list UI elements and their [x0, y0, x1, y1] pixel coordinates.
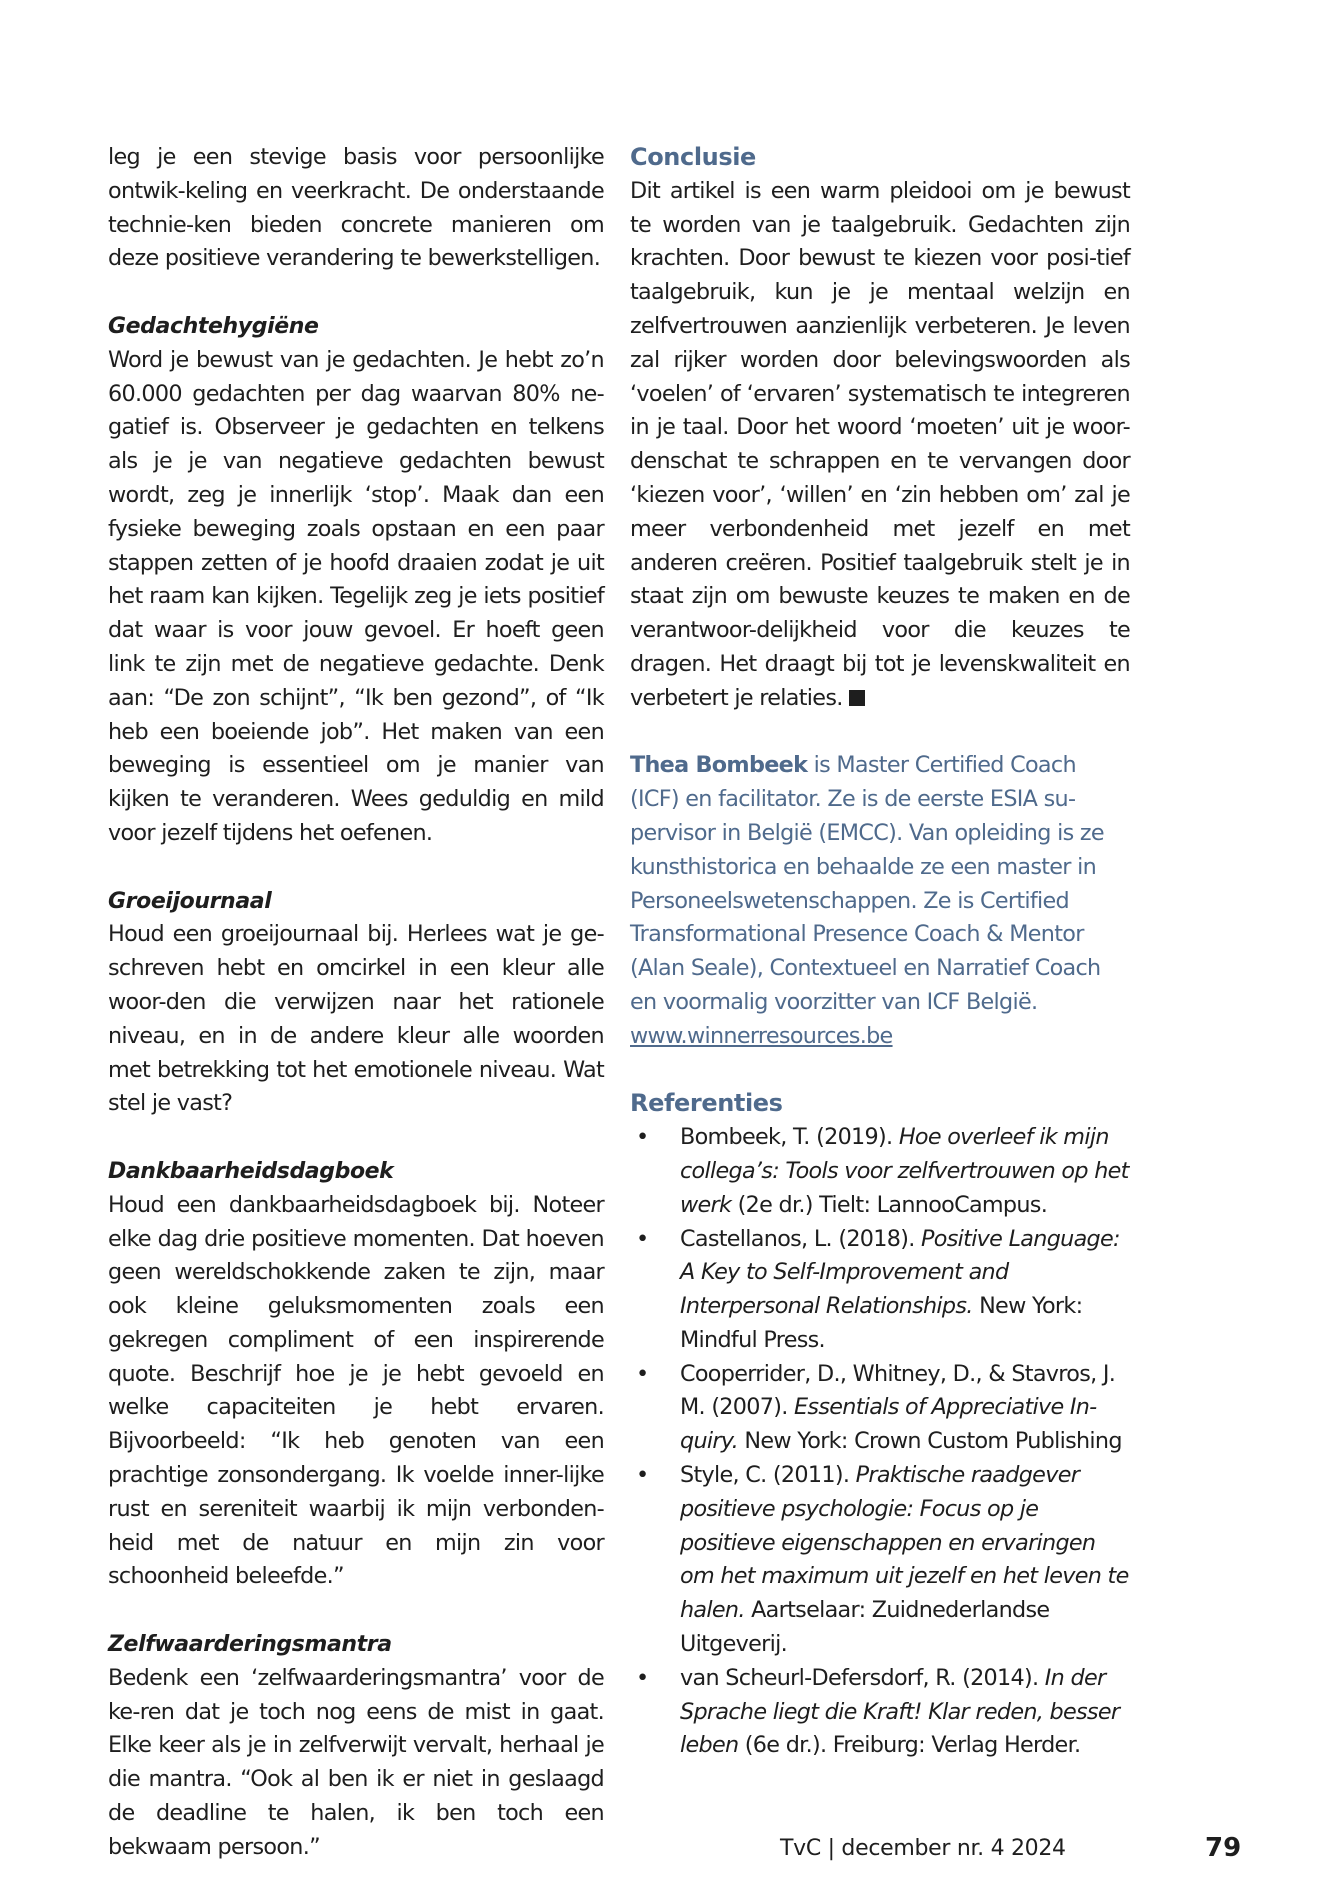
right-column	[630, 141, 1130, 1763]
reference-author: Bombeek, T. (2019).	[680, 1124, 899, 1151]
author-website-link[interactable]: www.winnerresources.be	[630, 1022, 893, 1049]
reference-item	[630, 1662, 1130, 1763]
author-name: Thea Bombeek	[630, 752, 808, 779]
reference-publisher: New York: Crown Custom Publishing	[738, 1428, 1122, 1455]
reference-item	[630, 1459, 1130, 1662]
reference-title: Positive Language: A Key to Self-Improvement and Interpersonal Relationships.	[680, 1225, 1120, 1320]
footer-issue-info: TvC | december nr. 4 2024	[780, 1836, 1066, 1861]
author-bio	[630, 749, 1130, 1053]
intro-paragraph: leg je een stevige basis voor persoonlijke ontwik-keling en veerkracht. De onderstaande technie-ken bieden concrete manieren om deze positieve verandering te bewerkstelligen.	[108, 144, 604, 272]
section-body-zelfwaarderingsmantra: Bedenk een ‘zelfwaarderingsmantra’ voor de ke-ren dat je toch nog eens de mist in gaat. Elke keer als je in zelfverwijt vervalt, herhaal je die mantra. “Ook al ben ik er niet in geslaagd de deadline te halen, ik ben toch een bekwaam persoon.”	[108, 1664, 604, 1860]
reference-publisher: (6e dr.). Freiburg: Verlag Herder.	[738, 1732, 1081, 1759]
page-number: 79	[1205, 1833, 1242, 1863]
reference-title: Hoe overleef ik mijn collega’s: Tools voor zelfvertrouwen op het werk	[680, 1124, 1129, 1218]
reference-item	[630, 1358, 1130, 1459]
reference-publisher: Aartselaar: Zuidnederlandse Uitgeverij.	[680, 1597, 1050, 1658]
references-list	[630, 1121, 1130, 1763]
bullet-icon: •	[636, 1360, 649, 1387]
reference-author: Castellanos, L. (2018).	[680, 1225, 922, 1252]
left-column	[108, 141, 604, 1865]
reference-publisher: (2e dr.) Tielt: LannooCampus.	[731, 1191, 1048, 1218]
bullet-icon: •	[636, 1124, 649, 1151]
section-heading-groeijournaal: Groeijournaal	[108, 888, 272, 914]
conclusion-paragraph	[630, 175, 1130, 716]
author-bio-text: is Master Certified Coach (ICF) en facilitator. Ze is de eerste ESIA su-pervisor in België (EMCC). Van opleiding is ze kunsthistorica en behaalde ze een master in Personeelswetenschappen. Ze is Certified Transformational Presence Coach & Mentor (Alan Seale), Contextueel en Narratief Coach en voormalig voorzitter van ICF België.	[630, 752, 1104, 1015]
references-heading: Referenties	[630, 1089, 783, 1118]
reference-author: van Scheurl-Defersdorf, R. (2014).	[680, 1664, 1045, 1691]
conclusion-heading: Conclusie	[630, 143, 756, 171]
reference-title: Praktische raadgever positieve psychologie: Focus op je positieve eigenschappen en ervaringen om het maximum uit jezelf en het leven te halen.	[680, 1462, 1129, 1624]
bullet-icon: •	[636, 1225, 649, 1252]
reference-author: Style, C. (2011).	[680, 1462, 856, 1489]
reference-author: Cooperrider, D., Whitney, D., & Stavros, J. M. (2007).	[680, 1360, 1116, 1421]
section-body-gedachtehygiene: Word je bewust van je gedachten. Je hebt zo’n 60.000 gedachten per dag waarvan 80% ne-gatief is. Observeer je gedachten en telkens als je je van negatieve gedachten bewust wordt, zeg je innerlijk ‘stop’. Maak dan een fysieke beweging zoals opstaan en een paar stappen zetten of je hoofd draaien zodat je uit het raam kan kijken. Tegelijk zeg je iets positief dat waar is voor jouw gevoel. Er hoeft geen link te zijn met de negatieve gedachte. Denk aan: “De zon schijnt”, “Ik ben gezond”, of “Ik heb een boeiende job”. Het maken van een beweging is essentieel om je manier van kijken te veranderen. Wees geduldig en mild voor jezelf tijdens het oefenen.	[108, 346, 604, 846]
section-heading-gedachtehygiene: Gedachtehygiëne	[108, 313, 319, 339]
bullet-icon: •	[636, 1664, 649, 1691]
reference-title: In der Sprache liegt die Kraft! Klar reden, besser leben	[680, 1664, 1120, 1759]
end-of-article-mark	[849, 690, 865, 706]
reference-title: Essentials of Appreciative In-quiry.	[680, 1394, 1097, 1455]
conclusion-text: Dit artikel is een warm pleidooi om je bewust te worden van je taalgebruik. Gedachten zijn krachten. Door bewust te kiezen voor posi-tief taalgebruik, kun je je mentaal welzijn en zelfvertrouwen aanzienlijk verbeteren. Je leven zal rijker worden door belevingswoorden als ‘voelen’ of ‘ervaren’ systematisch te integreren in je taal. Door het woord ‘moeten’ uit je woor-denschat te schrappen en te vervangen door ‘kiezen voor’, ‘willen’ en ‘zin hebben om’ zal je meer verbondenheid met jezelf en met anderen creëren. Positief taalgebruik stelt je in staat zijn om bewuste keuzes te maken en de verantwoor-delijkheid voor die keuzes te dragen. Het draagt bij tot je levenskwaliteit en verbetert je relaties.	[630, 177, 1130, 711]
section-body-dankbaarheidsdagboek: Houd een dankbaarheidsdagboek bij. Noteer elke dag drie positieve momenten. Dat hoeven geen wereldschokkende zaken te zijn, maar ook kleine geluksmomenten zoals een gekregen compliment of een inspirerende quote. Beschrijf hoe je je hebt gevoeld en welke capaciteiten je hebt ervaren. Bijvoorbeeld: “Ik heb genoten van een prachtige zonsondergang. Ik voelde inner-lijke rust en sereniteit waarbij ik mijn verbonden-heid met de natuur en mijn zin voor schoonheid beleefde.”	[108, 1191, 604, 1590]
bullet-icon: •	[636, 1462, 649, 1489]
section-heading-dankbaarheidsdagboek: Dankbaarheidsdagboek	[108, 1158, 394, 1184]
reference-publisher: New York: Mindful Press.	[680, 1293, 1083, 1353]
section-body-groeijournaal: Houd een groeijournaal bij. Herlees wat je ge-schreven hebt en omcirkel in een kleur alle woor-den die verwijzen naar het rationele niveau, en in de andere kleur alle woorden met betrekking tot het emotionele niveau. Wat stel je vast?	[108, 921, 604, 1117]
section-heading-zelfwaarderingsmantra: Zelfwaarderingsmantra	[108, 1632, 392, 1658]
reference-item	[630, 1121, 1130, 1222]
reference-item	[630, 1223, 1130, 1358]
